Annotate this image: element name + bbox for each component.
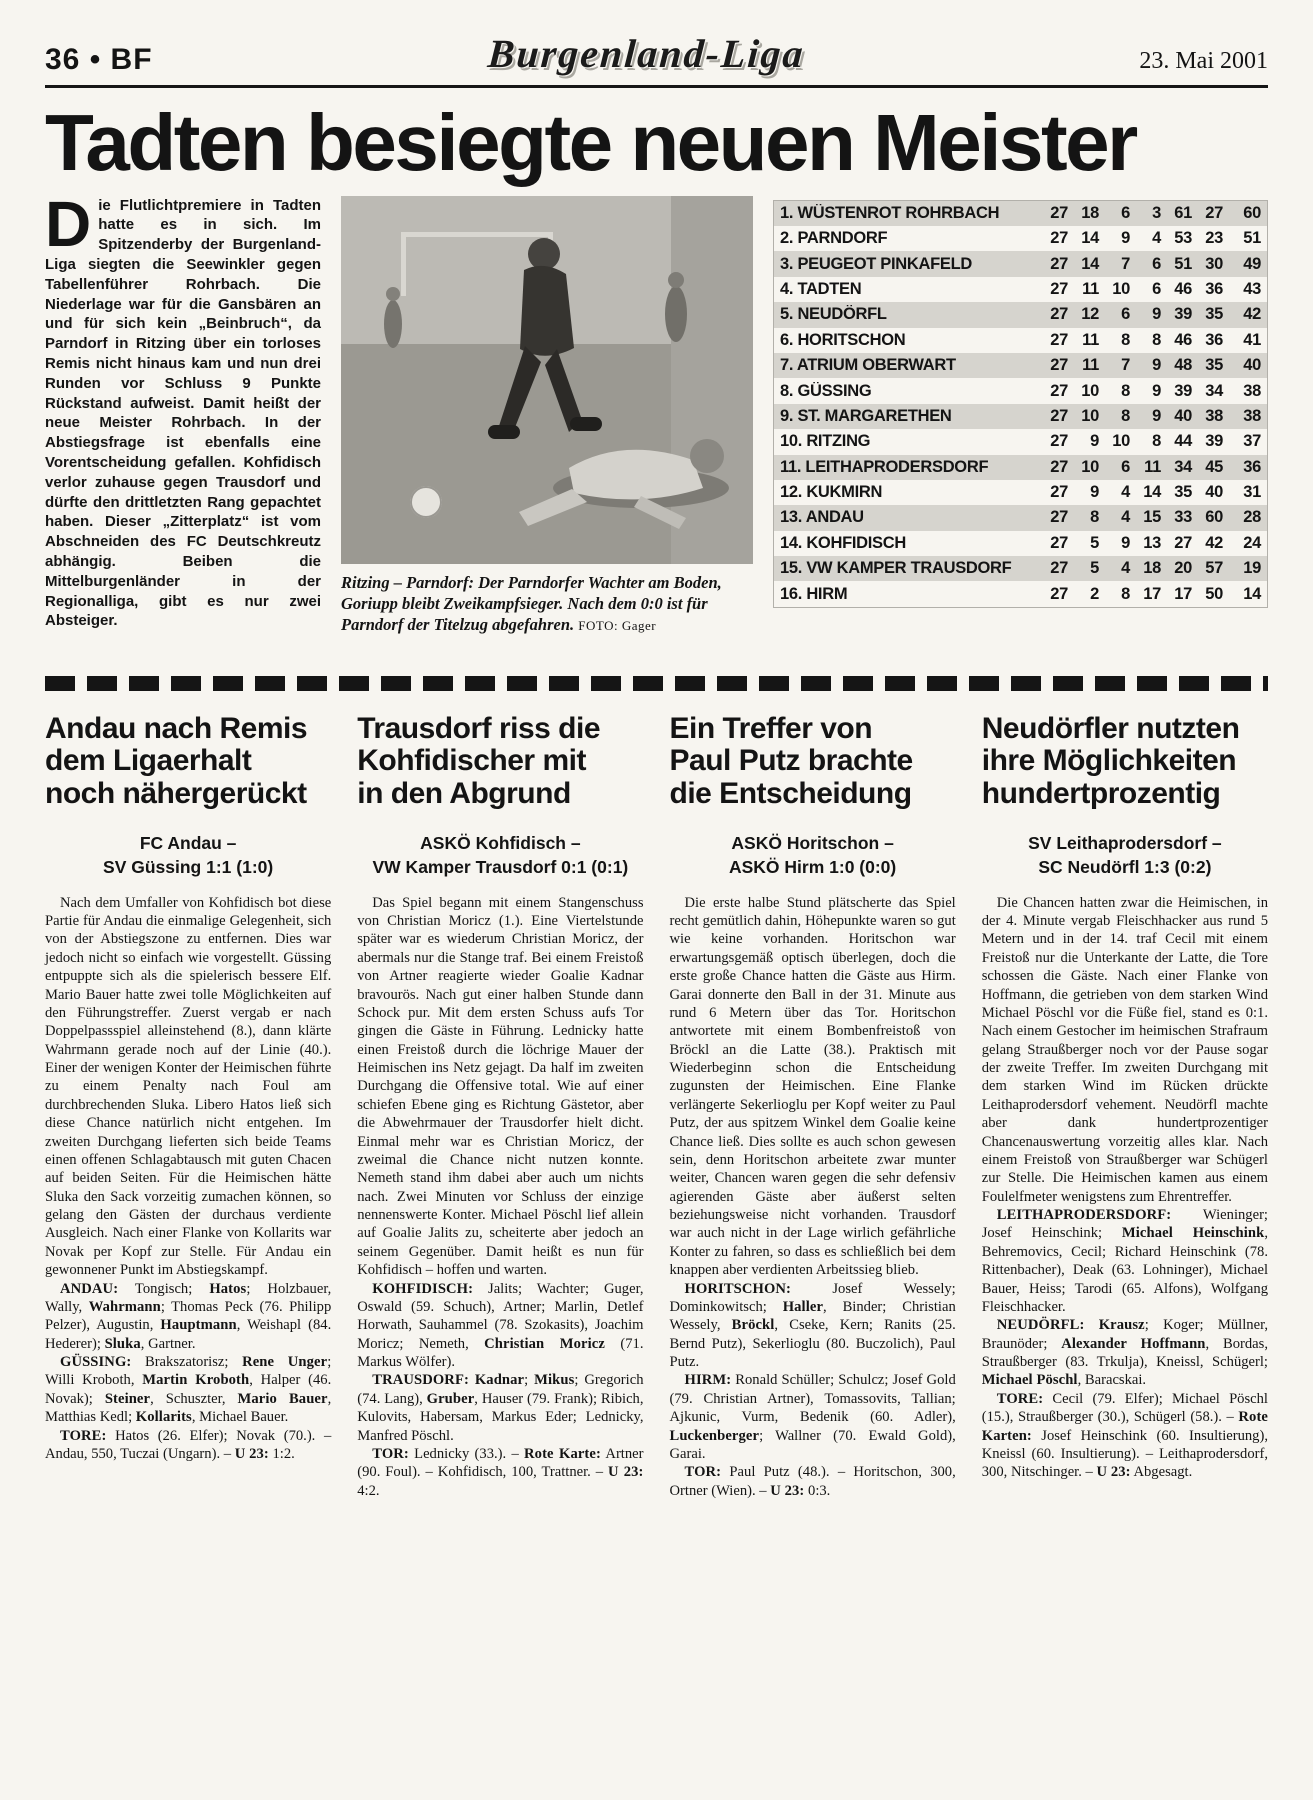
table-row [774,302,1267,327]
stat-value: 11 [1082,279,1099,298]
dashed-divider [45,676,1268,691]
stat-value: 50 [1205,584,1223,603]
paragraph: Die erste halbe Stund plätscherte das Spiel recht gemütlich dahin, Höhepunkte waren so gut wie keine vorhanden. Horitschon war erwartungsgemäß optisch überlegen, doch die erste große Chance hatten die Gäste aus Hirm. Garai donnerte den Ball in der 31. Minute aus rund 6 Metern über das Tor. Horitschon antwortete mit einem Bombenfreistoß von Bröckl an die Latte (38.). Praktisch mit Wiederbeginn schon die Entscheidung zugunsten der Heimischen. Eine Flanke verlängerte Sekerlioglu per Kopf weiter zu Paul Putz, der aus spitzem Winkel dem Goalie keine Chance ließ. Dies sollte es auch schon gewesen sein, denn Horitschon arbeitete zwar munter weiter, Chancen waren gegen die sehr defensiv agierenden Gäste aber äußerst selten beziehungsweise nicht vorhanden. Trausdorf war auch nicht in der Lage wirlich gefährliche Konter zu fahren, so dass es schließlich bei dem knappen aber verdienten Arbeitssieg blieb. [669,894,956,1279]
team-name: 11. LEITHAPRODERSDORF [780,457,989,476]
team-name: 13. ANDAU [780,508,864,527]
stat-value: 27 [1174,533,1192,552]
stat-value: 14 [1081,254,1099,273]
stat-value: 27 [1050,305,1068,324]
paragraph: LEITHAPRODERSDORF: Wieninger; Josef Heinschink; Michael Heinschink, Behremovics, Cecil; Richard Heinschink (78. Rittenbacher), Deak (63. Lohninger), Michael Bauer, Heiss; Tarodi (65. Alfons), Wolfgang Fleischhacker. [981,1207,1268,1315]
stat-value: 4 [1121,483,1130,502]
points-value: 43 [1243,279,1261,298]
league-table [773,200,1268,608]
stat-value: 8 [1121,584,1130,603]
photo-credit: FOTO: Gager [578,617,657,633]
stat-value: 33 [1174,508,1192,527]
stat-value: 53 [1174,229,1192,248]
stat-value: 20 [1174,559,1192,578]
article-body [357,894,643,1500]
stat-value: 11 [1082,356,1099,375]
top-section [45,187,1268,656]
team-name: 16. HIRM [780,584,848,603]
stat-value: 6 [1152,254,1161,273]
stat-value: 42 [1205,533,1223,552]
team-name: 10. RITZING [780,432,871,451]
points-value: 24 [1243,533,1261,552]
stat-value: 8 [1121,381,1130,400]
stat-value: 9 [1090,483,1099,502]
points-value: 31 [1243,483,1261,502]
team-name: 14. KOHFIDISCH [780,533,906,552]
paragraph: HIRM: Ronald Schüller; Schulcz; Josef Gold (79. Christian Artner), Tomassovits, Tallian; Ajkunic, Vurm, Bedenik (60. Adler), Luckenberger; Wallner (70. Ewald Gold), Garai. [669,1372,956,1462]
stat-value: 51 [1174,254,1192,273]
stat-value: 6 [1152,279,1161,298]
stat-value: 39 [1205,432,1223,451]
stat-value: 3 [1152,203,1161,222]
stat-value: 39 [1174,381,1192,400]
stat-value: 46 [1174,279,1192,298]
table-row [774,251,1267,276]
stat-value: 12 [1081,305,1099,324]
table-row [774,556,1267,581]
stat-value: 27 [1050,254,1068,273]
stat-value: 11 [1082,330,1099,349]
stat-value: 27 [1050,406,1068,425]
match-article [670,713,956,1500]
stat-value: 57 [1205,559,1223,578]
team-name: 12. KUKMIRN [780,483,883,502]
article-headline: Neudörfler nutzten ihre Möglichkeiten hundertprozentig [981,711,1240,810]
paragraph: TORE: Hatos (26. Elfer); Novak (70.). – Andau, 550, Tuczai (Ungarn). – U 23: 1:2. [45,1427,332,1462]
paragraph: TOR: Paul Putz (48.). – Horitschon, 300, Ortner (Wien). – U 23: 0:3. [669,1464,956,1499]
paragraph: Das Spiel begann mit einem Stangenschuss von Christian Moricz (1.). Eine Viertelstunde später war es wiederum Christian Moricz, der abermals nur die Stange traf. Bei einem Freistoß von Artner reagierte wieder Goalie Kadnar bravourös. Nach gut einer halben Stunde dann Schock pur. Mit dem ersten Schuss aufs Tor gingen die Gäste in Führung. Lednicky hatte einen Freistoß durch die löchrige Mauer der Heimischen ins Netz gejagt. Da half im zweiten Durchgang die Offensive total. Wie auf einer schiefen Ebene ging es Richtung Gästetor, aber die Abwehrmauer der Trausdorfer hielt dicht. Einmal mehr war es Christian Moricz, der zweimal die Chance nicht nutzen konnte. Nemeth stand ihm dabei aber auch um nichts nach. Zwei Minuten vor Schluss der einzige nennenswerte Konter. Michael Pöschl lief allein auf Goalie Jalits zu, scheiterte aber jedoch an seinem Gegenüber. Damit heißt es nun für Kohfidisch – hoffen und warten. [357,894,644,1279]
stat-value: 27 [1050,229,1068,248]
stat-value: 61 [1174,203,1192,222]
stat-value: 10 [1081,406,1099,425]
article-subhead: ASKÖ Horitschon – ASKÖ Hirm 1:0 (0:0) [728,832,897,878]
stat-value: 8 [1090,508,1099,527]
stat-value: 9 [1090,432,1099,451]
stat-value: 6 [1121,203,1130,222]
stat-value: 36 [1205,279,1223,298]
stat-value: 35 [1205,356,1223,375]
table-row [774,505,1267,530]
stat-value: 10 [1112,279,1130,298]
match-reports [45,713,1268,1500]
stat-value: 18 [1143,559,1161,578]
points-value: 36 [1243,457,1261,476]
stat-value: 27 [1050,584,1068,603]
table-row [774,277,1267,302]
team-name: 6. HORITSCHON [780,330,906,349]
points-value: 38 [1243,406,1261,425]
points-value: 42 [1243,305,1261,324]
stat-value: 27 [1050,432,1068,451]
stat-value: 10 [1081,381,1099,400]
stat-value: 27 [1050,356,1068,375]
article-subhead: FC Andau – SV Güssing 1:1 (1:0) [103,832,274,878]
stat-value: 27 [1050,203,1068,222]
article-subhead: ASKÖ Kohfidisch – VW Kamper Trausdorf 0:1 (0:1) [372,832,629,878]
team-name: 2. PARNDORF [780,229,888,248]
points-value: 28 [1243,508,1261,527]
stat-value: 27 [1050,457,1068,476]
stat-value: 46 [1174,330,1192,349]
stat-value: 7 [1121,254,1130,273]
points-value: 14 [1243,584,1261,603]
article-headline: Andau nach Remis dem Ligaerhalt noch nähergerückt [45,711,308,810]
team-name: 7. ATRIUM OBERWART [780,356,956,375]
team-name: 4. TADTEN [780,279,862,298]
stat-value: 9 [1152,406,1161,425]
stat-value: 9 [1121,229,1130,248]
article-subhead: SV Leithaprodersdorf – SC Neudörfl 1:3 (0:2) [1028,832,1222,878]
points-value: 41 [1243,330,1261,349]
stat-value: 27 [1050,381,1068,400]
stat-value: 10 [1081,457,1099,476]
team-name: 5. NEUDÖRFL [780,305,887,324]
team-name: 3. PEUGEOT PINKAFELD [780,254,973,273]
stat-value: 17 [1174,584,1192,603]
stat-value: 30 [1205,254,1223,273]
table-row [774,429,1267,454]
paragraph: Die Chancen hatten zwar die Heimischen, in der 4. Minute vergab Fleischhacker aus rund 5 Metern und in der 14. traf Cecil mit einem Freistoß nur die Unterkante der Latte, die Tore schossen die Gäste. Nach einer Flanke von Hoffmann, die getrieben von dem starken Wind Michael Pöschl vor die Füße fiel, stand es 0:1. Nach einem Gestocher im heimischen Strafraum gelang Straußberger noch vor der Pause sogar der zweite Treffer. Im zweiten Durchgang mit dem starken Wind im Rücken drückte Leithaprodersdorf vehement. Neudörfl machte aber dank hundertprozentiger Chancenauswertung vorzeitig alles klar. Nach einem Freistoß von Straußberger war Schügerl zur Stelle. Die Heimischen kamen aus einem Foulelfmeter wenigstens zum Ehrentreffer. [981,894,1268,1205]
paragraph: TOR: Lednicky (33.). – Rote Karte: Artner (90. Foul). – Kohfidisch, 100, Trattner. – U 23: 4:2. [357,1445,644,1499]
table-row [774,328,1267,353]
table-row [774,531,1267,556]
stat-value: 14 [1081,229,1099,248]
stat-value: 8 [1152,432,1161,451]
stat-value: 14 [1143,483,1161,502]
stat-value: 39 [1174,305,1192,324]
stat-value: 6 [1121,305,1130,324]
stat-value: 27 [1050,483,1068,502]
lead-article [45,187,321,656]
stat-value: 9 [1152,381,1161,400]
match-photo [341,196,753,564]
lead-text: ie Flutlichtpremiere in Tadten hatte es in sich. Im Spitzenderby der Burgenland-Liga siegten die Seewinkler gegen Tabellenführer Rohrbach. Die Niederlage war für die Gansbären an und für sich kein „Beinbruch“, da Parndorf in Ritzing über ein torloses Remis nicht hinaus kam und nun drei Runden vor Schluss 9 Punkte Rückstand aufweist. Damit heißt der neue Meister Rohrbach. In der Abstiegsfrage ist ebenfalls eine Vorentscheidung gefallen. Kohfidisch verlor zuhause gegen Trausdorf und dürfte den drittletzten Rang gepachtet haben. Dieser „Zitterplatz“ ist vom Abschneiden des FC Deutschkreutz abhängig. Beiben die Mittelburgenländer in der Regionalliga, gibt es nur zwei Absteiger. [45,196,321,630]
stat-value: 45 [1205,457,1223,476]
points-value: 49 [1243,254,1261,273]
stat-value: 5 [1090,559,1099,578]
points-value: 37 [1243,432,1261,451]
stat-value: 13 [1143,533,1161,552]
team-name: 15. VW KAMPER TRAUSDORF [780,559,1012,578]
stat-value: 35 [1174,483,1192,502]
match-article [45,713,331,1500]
stat-value: 11 [1144,457,1161,476]
points-value: 38 [1243,381,1261,400]
points-value: 19 [1243,559,1261,578]
table-row [774,455,1267,480]
drop-cap: D [45,187,92,260]
page-number: 36 • BF [45,43,153,76]
stat-value: 4 [1152,229,1161,248]
stat-value: 27 [1050,508,1068,527]
paragraph: TRAUSDORF: Kadnar; Mikus; Gregorich (74. Lang), Gruber, Hauser (79. Frank); Ribich, Kulovits, Habersam, Markus Eder; Lednicky, Manfred Pöschl. [357,1372,644,1444]
points-value: 51 [1243,229,1261,248]
points-value: 40 [1243,356,1261,375]
points-value: 60 [1243,203,1261,222]
stat-value: 36 [1205,330,1223,349]
main-headline: Tadten besiegte neuen Meister [45,98,1136,187]
issue-date: 23. Mai 2001 [1139,48,1268,74]
stat-value: 27 [1050,279,1068,298]
stat-value: 10 [1112,432,1130,451]
stat-value: 40 [1174,406,1192,425]
stat-value: 27 [1050,330,1068,349]
stat-value: 27 [1050,533,1068,552]
stat-value: 17 [1143,584,1161,603]
stat-value: 15 [1143,508,1161,527]
article-body [45,894,331,1464]
table-row [774,353,1267,378]
table-row [774,378,1267,403]
stat-value: 40 [1205,483,1223,502]
page-header [45,30,1268,88]
stat-value: 7 [1121,356,1130,375]
paragraph: GÜSSING: Brakszatorisz; Rene Unger; Willi Kroboth, Martin Kroboth, Halper (46. Novak); Steiner, Schuszter, Mario Bauer, Matthias Kedl; Kollarits, Michael Bauer. [45,1354,332,1426]
stat-value: 9 [1121,533,1130,552]
table-row [774,226,1267,251]
stat-value: 44 [1174,432,1192,451]
stat-value: 4 [1121,559,1130,578]
photo-caption [341,572,753,635]
stat-value: 34 [1174,457,1192,476]
masthead-title: Burgenland-Liga [486,31,806,76]
stat-value: 8 [1121,330,1130,349]
table-column [773,196,1268,656]
stat-value: 34 [1205,381,1223,400]
caption-text: Ritzing – Parndorf: Der Parndorfer Wachter am Boden, Goriupp bleibt Zweikampfsieger. Nach dem 0:0 ist für Parndorf der Titelzug abgefahren. [341,572,722,634]
stat-value: 4 [1121,508,1130,527]
stat-value: 9 [1152,305,1161,324]
stat-value: 60 [1205,508,1223,527]
lead-paragraph [45,187,321,632]
stat-value: 9 [1152,356,1161,375]
team-name: 1. WÜSTENROT ROHRBACH [780,203,1000,222]
paragraph: TORE: Cecil (79. Elfer); Michael Pöschl (15.), Straußberger (30.), Schügerl (58.). – Rote Karten: Josef Heinschink (60. Insultierung), Kneissl (60. Insultierung). – Leithaprodersdorf, 300, Nitschinger. – U 23: Abgesagt. [981,1390,1268,1481]
team-name: 9. ST. MARGARETHEN [780,406,952,425]
paragraph: HORITSCHON: Josef Wessely; Dominkowitsch; Haller, Binder; Christian Wessely, Bröckl, Cseke, Kern; Ranits (25. Bernd Putz), Sekerlioglu (80. Buczolich), Paul Putz. [669,1280,956,1371]
paragraph: ANDAU: Tongisch; Hatos; Holzbauer, Wally, Wahrmann; Thomas Peck (76. Philipp Pelzer), Augustin, Hauptmann, Weishapl (84. Hederer); Sluka, Gartner. [45,1280,332,1352]
table-row [774,581,1267,606]
paragraph: NEUDÖRFL: Krausz; Koger; Müllner, Braunöder; Alexander Hoffmann, Bordas, Straußberger (83. Trkulja), Kneissl, Schügerl; Michael Pöschl, Baracskai. [981,1317,1268,1389]
stat-value: 8 [1152,330,1161,349]
stat-value: 8 [1121,406,1130,425]
table-row [774,201,1267,226]
stat-value: 2 [1090,584,1099,603]
team-name: 8. GÜSSING [780,381,872,400]
table-row [774,480,1267,505]
paragraph: Nach dem Umfaller von Kohfidisch bot diese Partie für Andau die einmalige Gelegenheit, sich von der Abstiegszone zu entfernen. Dies war jedoch nicht so einfach wie vorgestellt. Güssing entpuppte sich als die spielerisch bessere Elf. Mario Bauer hatte zwei tolle Möglichkeiten auf den Führungstreffer. Zuerst vergab er nach Doppelpassspiel alleinstehend (8.), dann klärte Wahrmann gerade noch auf der Linie (40.). Einer der wenigen Konter der Heimischen führte zu einem Penalty nach Foul am durchbrechenden Sluka. Libero Hatos ließ sich diese Chance natürlich nicht entgehen. Im zweiten Durchgang lieferten sich beide Teams einen offenen Schlagabtausch mit guten Chacen auf beiden Seiten. Für die Heimischen hätte Sluka den Sack vorzeitig zumachen können, so gelang den Gästen der durchaus verdiente Ausgleich. Nach einer Flanke von Kollarits war Novak per Kopf zur Stelle. Für Andau ein gewonnener Punkt im Abstiegskampf. [45,894,332,1279]
stat-value: 48 [1174,356,1192,375]
article-body [982,894,1268,1482]
match-article [357,713,643,1500]
stat-value: 18 [1081,203,1099,222]
stat-value: 38 [1205,406,1223,425]
photo-column [341,196,753,656]
stat-value: 6 [1121,457,1130,476]
stat-value: 5 [1090,533,1099,552]
article-headline: Trausdorf riss die Kohfidischer mit in den Abgrund [357,711,600,810]
table-row [774,404,1267,429]
stat-value: 35 [1205,305,1223,324]
stat-value: 23 [1205,229,1223,248]
stat-value: 27 [1050,559,1068,578]
article-body [670,894,956,1500]
match-article [982,713,1268,1500]
article-headline: Ein Treffer von Paul Putz brachte die Entscheidung [669,711,913,810]
paragraph: KOHFIDISCH: Jalits; Wachter; Guger, Oswald (59. Schuch), Artner; Marlin, Detlef Horwath, Sauhammel (78. Szokasits), Joachim Moricz; Nemeth, Christian Moricz (71. Markus Wölfer). [357,1280,644,1371]
stat-value: 27 [1205,203,1223,222]
